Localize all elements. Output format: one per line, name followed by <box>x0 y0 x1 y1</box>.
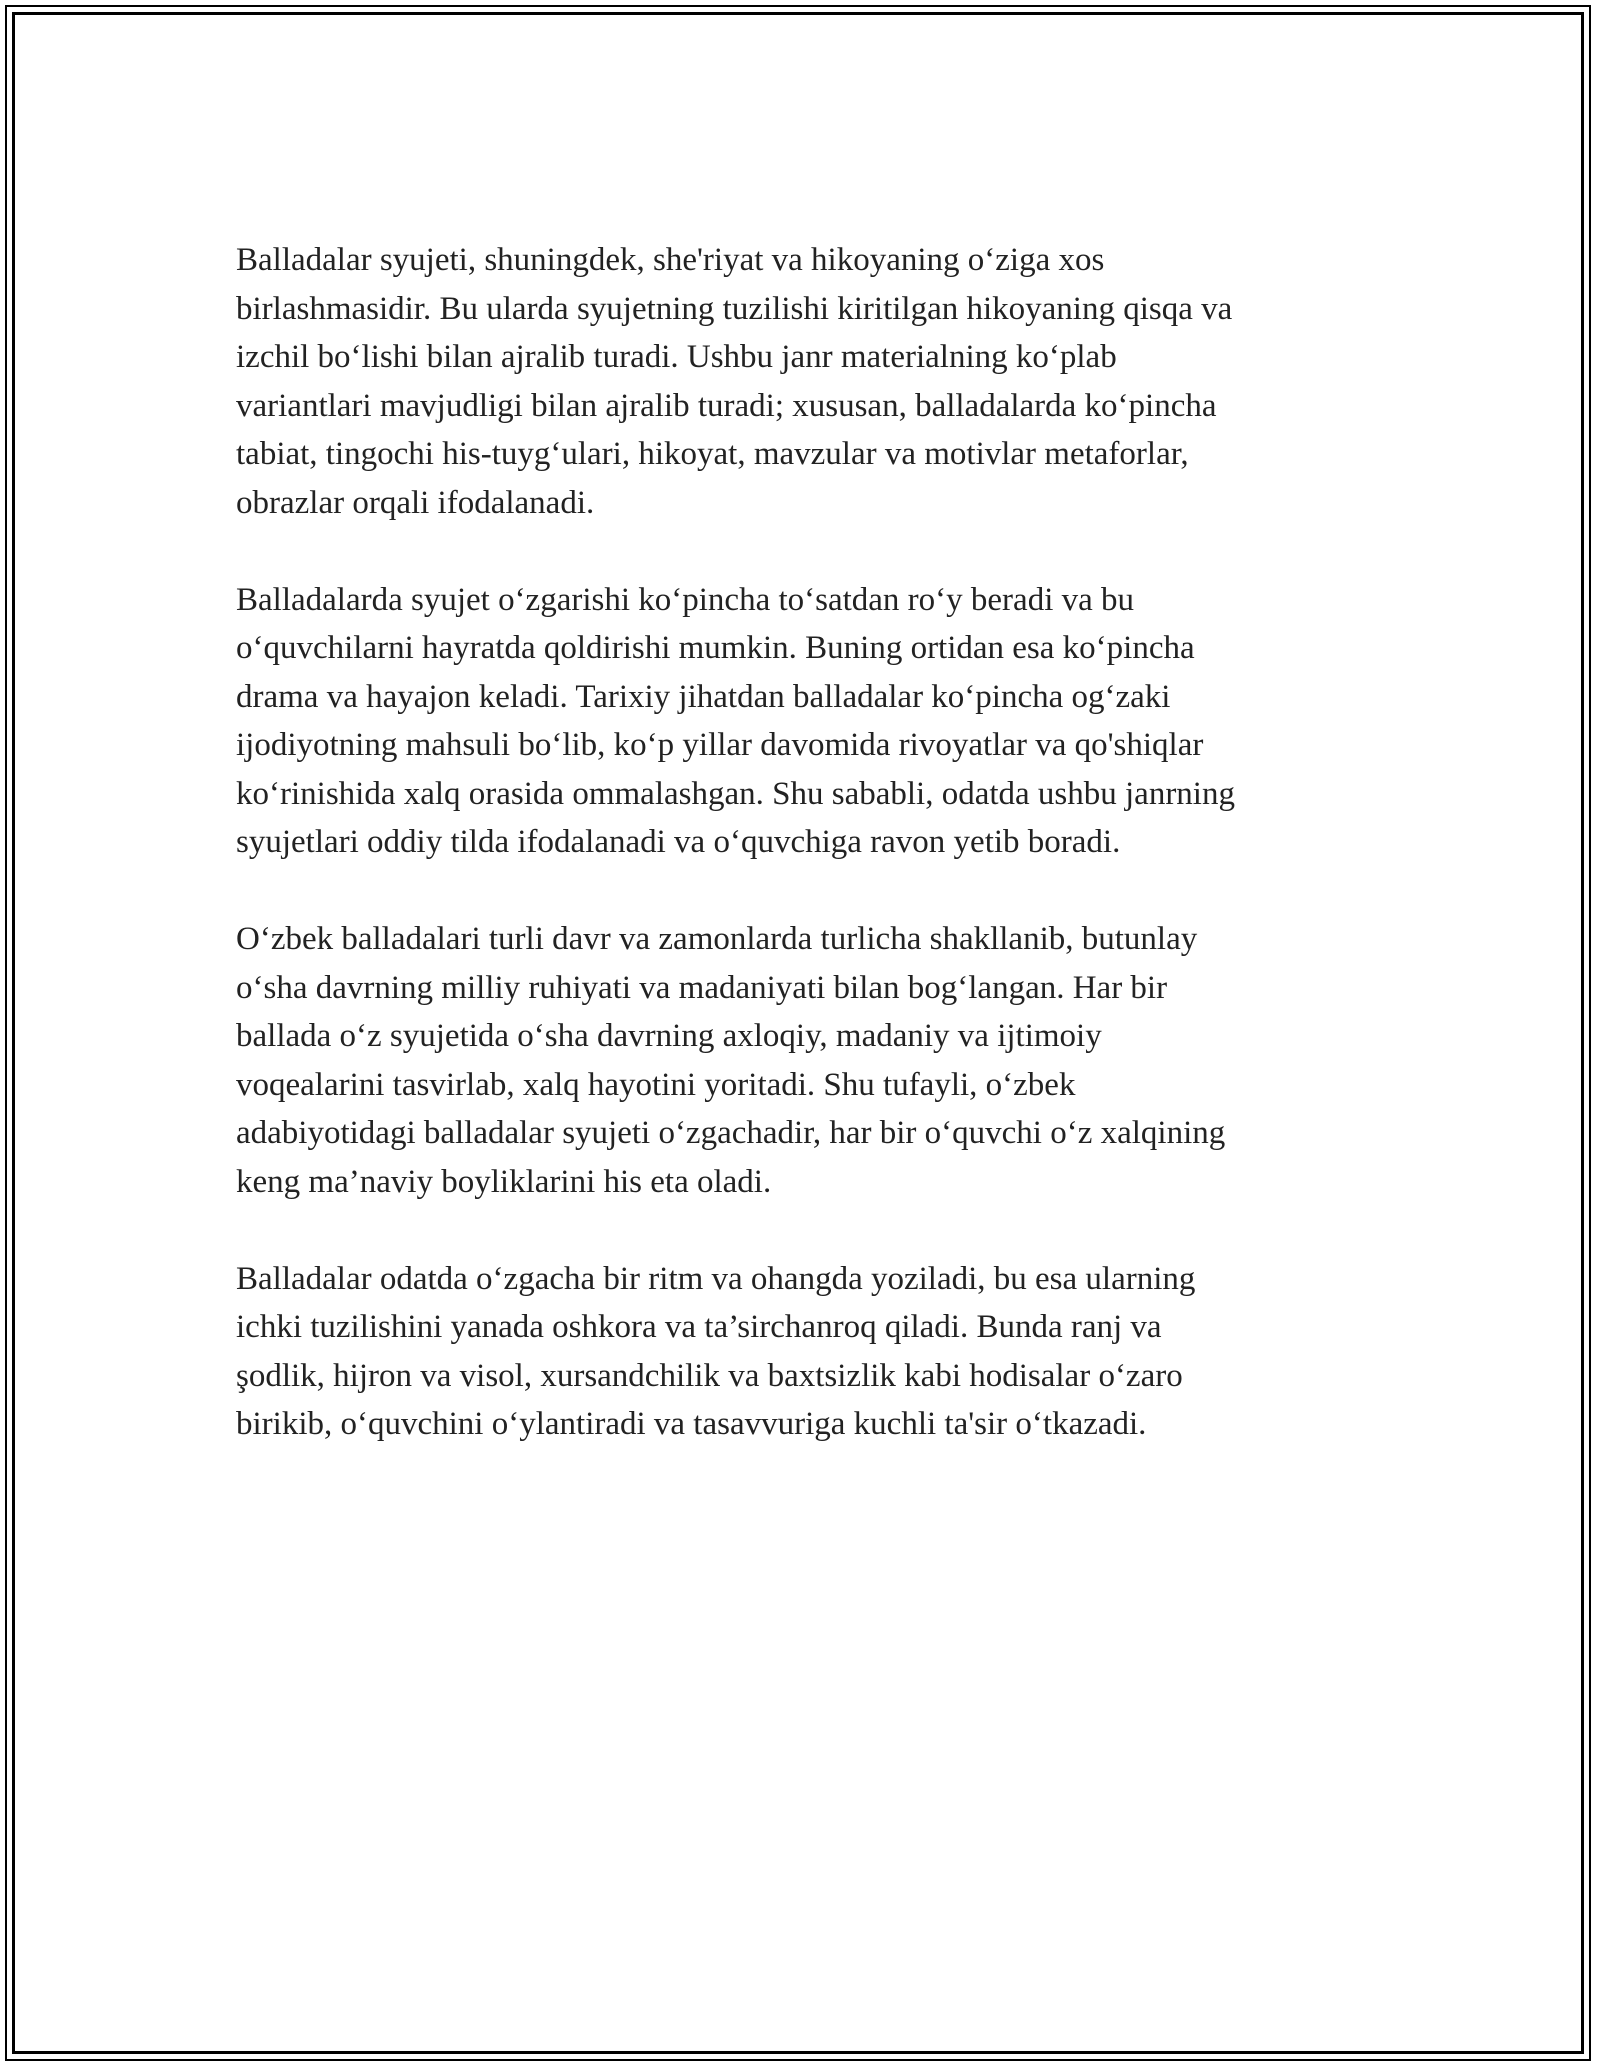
paragraph-1: Balladalar syujeti, shuningdek, she'riyat va hikoyaning o‘ziga xos birlashmasidir. Bu ularda syujetning tuzilishi kiritilgan hikoyaning qisqa va izchil bo‘lishi bilan ajralib turadi. Ushbu janr materialning ko‘plab variantlari mavjudligi bilan ajralib turadi; xususan, balladalarda ko‘pincha tabiat, tingochi his-tuyg‘ulari, hikoyat, mavzular va motivlar metaforlar, obrazlar orqali ifodalanadi. <box>236 242 1233 521</box>
paragraph-4: Balladalar odatda o‘zgacha bir ritm va ohangda yoziladi, bu esa ularning ichki tuzilishini yanada oshkora va ta’sirchanroq qiladi. Bunda ranj va şodlik, hijron va visol, xursandchilik va baxtsizlik kabi hodisalar o‘zaro birikib, o‘quvchini o‘ylantiradi va tasavvuriga kuchli ta'sir o‘tkazadi. <box>236 1260 1196 1442</box>
paragraph-3: O‘zbek balladalari turli davr va zamonlarda turlicha shakllanib, butunlay o‘sha davrning milliy ruhiyati va madaniyati bilan bog‘langan. Har bir ballada o‘z syujetida o‘sha davrning axloqiy, madaniy va ijtimoiy voqealarini tasvirlab, xalq hayotini yoritadi. Shu tufayli, o‘zbek adabiyotidagi balladalar syujeti o‘zgachadir, har bir o‘quvchi o‘z xalqining keng ma’naviy boyliklarini his eta oladi. <box>236 921 1226 1200</box>
document-body <box>236 236 1356 1449</box>
paragraph-2: Balladalarda syujet o‘zgarishi ko‘pincha to‘satdan ro‘y beradi va bu o‘quvchilarni hayratda qoldirishi mumkin. Buning ortidan esa ko‘pincha drama va hayajon keladi. Tarixiy jihatdan balladalar ko‘pincha og‘zaki ijodiyotning mahsuli bo‘lib, ko‘p yillar davomida rivoyatlar va qo'shiqlar ko‘rinishida xalq orasida ommalashgan. Shu sababli, odatda ushbu janrning syujetlari oddiy tilda ifodalanadi va o‘quvchiga ravon yetib boradi. <box>236 581 1235 860</box>
